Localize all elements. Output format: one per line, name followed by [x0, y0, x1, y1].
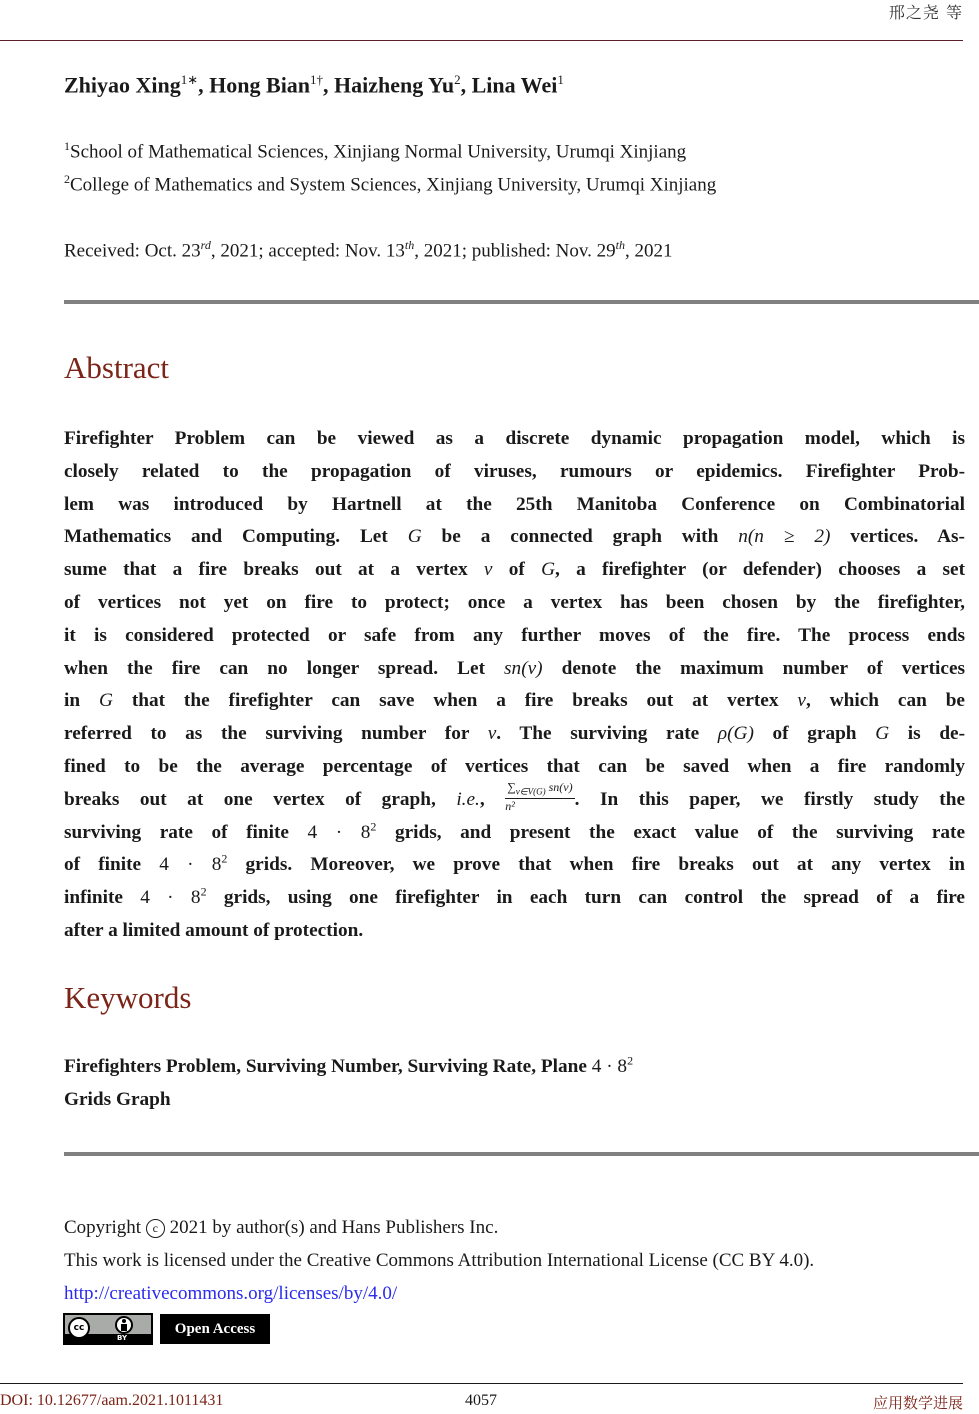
cc-by-badge[interactable] — [63, 1313, 153, 1345]
text: surviving rate of finite — [64, 821, 308, 843]
affiliation-sup: 1 — [64, 139, 70, 153]
cc-badge-inner — [65, 1315, 151, 1343]
publication-dates — [64, 238, 673, 262]
abstract-body — [64, 423, 965, 948]
open-access-badge[interactable]: Open Access — [160, 1314, 270, 1344]
text: that the firefighter can save when a fire breaks out at vertex — [112, 690, 798, 712]
received-date: Received: Oct. 23 — [64, 240, 201, 262]
text: in — [64, 690, 99, 712]
math-var: G — [407, 526, 422, 548]
text: infinite — [64, 887, 141, 909]
abstract-line — [64, 817, 965, 850]
journal-name: 应用数学进展 — [872, 1394, 963, 1412]
keywords-line-2: Grids Graph — [64, 1088, 171, 1110]
text: when the fire can no longer spread. Let — [64, 657, 505, 679]
abstract-line: fined to be the average percentage of vertices that can be saved when a fire randomly — [64, 755, 965, 777]
surviving-rate-fraction — [505, 781, 574, 812]
keywords-line-1 — [64, 1051, 633, 1084]
author-sup: 1∗ — [180, 72, 199, 87]
by-label: BY — [117, 1334, 128, 1342]
text: of finite — [64, 854, 160, 876]
author-sup: 2 — [454, 72, 461, 87]
text: grids. Moreover, we prove that when fire breaks out at any vertex in — [227, 854, 966, 876]
abstract-line: of vertices not yet on fire to protect; once a vertex has been chosen by the firefighter, — [64, 591, 965, 613]
abstract-line — [64, 849, 965, 882]
abstract-line — [64, 653, 965, 686]
author-name: Zhiyao Xing — [64, 72, 181, 98]
abstract-line — [64, 554, 965, 587]
text: , — [479, 788, 506, 810]
affiliation-text: College of Mathematics and System Sciences, Xinjiang University, Urumqi Xinjiang — [70, 174, 717, 196]
text: Firefighters Problem, Surviving Number, Surviving Rate, Plane — [64, 1056, 592, 1077]
math-expr: n(n ≥ 2) — [738, 526, 831, 548]
affiliation-1 — [64, 139, 686, 163]
abstract-line: after a limited amount of protection. — [64, 919, 364, 941]
attribution-person-icon — [115, 1316, 133, 1334]
text: Copyright — [64, 1217, 146, 1238]
keywords-heading: Keywords — [64, 980, 192, 1015]
author-sup: 1† — [310, 72, 324, 87]
text: breaks out at one vertex of graph, — [64, 788, 457, 810]
math-grid: 4 · 8 — [140, 887, 201, 909]
author-name: Lina Wei — [471, 72, 558, 98]
text: . The surviving rate — [496, 723, 718, 745]
math-sup: 2 — [370, 819, 377, 834]
math-sup: 2 — [221, 851, 228, 866]
affiliation-text: School of Mathematical Sciences, Xinjiang Normal University, Urumqi Xinjiang — [70, 141, 687, 163]
abstract-line — [64, 779, 966, 817]
abstract-heading: Abstract — [64, 350, 170, 385]
footer-doi: DOI: 10.12677/aam.2021.1011431 — [0, 1392, 224, 1409]
abstract-line — [64, 882, 965, 915]
running-header-author: 邢之尧 等 — [888, 3, 963, 22]
copyright-block — [64, 1211, 814, 1310]
affiliation-2 — [64, 172, 716, 196]
text: of graph — [753, 723, 876, 745]
license-line: This work is licensed under the Creative Commons Attribution International License (CC BY 4.0). — [64, 1250, 815, 1271]
copyright-line — [64, 1211, 814, 1244]
header-divider — [0, 40, 963, 41]
fraction-numerator — [505, 781, 574, 799]
math-expr: sn(v) — [504, 657, 543, 679]
math-sup: 2 — [200, 884, 207, 899]
math-expr: ρ(G) — [717, 723, 754, 745]
author-name: Haizheng Yu — [334, 72, 455, 98]
math-var: v — [487, 723, 497, 745]
section-divider — [64, 300, 979, 304]
math-grid: 4 · 8 — [591, 1056, 628, 1077]
text: 2021 by author(s) and Hans Publishers Inc. — [164, 1217, 499, 1238]
text: of — [492, 559, 542, 581]
text: grids, and present the exact value of the surviving rate — [376, 821, 965, 843]
text: be a connected graph with — [421, 526, 739, 548]
abstract-line — [64, 521, 965, 554]
date-sup: th — [615, 238, 626, 252]
abstract-line: it is considered protected or safe from any further moves of the fire. The process ends — [64, 624, 965, 646]
date-sup: rd — [200, 238, 211, 252]
abstract-line: lem was introduced by Hartnell at the 25th Manitoba Conference on Combinatorial — [64, 493, 965, 515]
abstract-line: closely related to the propagation of viruses, rumours or epidemics. Firefighter Prob- — [64, 460, 965, 482]
sum-index: v∈V(G) — [515, 786, 546, 797]
text: grids, using one firefighter in each turn can control the spread of a fire — [206, 887, 965, 909]
date-tail: , 2021 — [625, 240, 673, 262]
math-var: G — [875, 723, 890, 745]
accepted-date: , 2021; accepted: Nov. 13 — [210, 240, 405, 262]
copyright-icon: c — [146, 1219, 165, 1238]
sum-symbol: ∑ — [507, 779, 516, 794]
section-divider — [64, 1152, 979, 1156]
sum-term: sn(v) — [545, 779, 573, 794]
fraction-denominator: n² — [505, 799, 515, 814]
date-sup: th — [404, 238, 415, 252]
text: , a firefighter (or defender) chooses a set — [555, 559, 966, 581]
abstract-line — [64, 718, 965, 751]
published-date: , 2021; published: Nov. 29 — [414, 240, 616, 262]
keywords-list — [64, 1051, 633, 1117]
text: sume that a fire breaks out at a vertex — [64, 559, 484, 581]
page-number: 4057 — [465, 1392, 497, 1409]
math-grid: 4 · 8 — [159, 854, 222, 876]
math-abbrev: i.e. — [456, 788, 480, 810]
author-list: Zhiyao Xing$^{1∗}$, Hong Bian$^{1\dagger}$, Haizheng Yu$^2$, Lina Wei$^1$ — [64, 72, 564, 98]
text: vertices. As- — [830, 526, 965, 548]
text: referred to as the surviving number for — [64, 723, 488, 745]
author-name: Hong Bian — [209, 72, 311, 98]
creative-commons-icon: cc — [68, 1317, 90, 1339]
text: is de- — [889, 723, 966, 745]
text: denote the maximum number of vertices — [542, 657, 966, 679]
math-var: G — [98, 690, 113, 712]
math-var: v — [797, 690, 806, 712]
math-grid: 4 · 8 — [307, 821, 371, 843]
text: , which can be — [805, 690, 965, 712]
license-link[interactable]: http://creativecommons.org/licenses/by/4.0/ — [64, 1283, 398, 1304]
text: Mathematics and Computing. Let — [64, 526, 408, 548]
footer-divider — [0, 1383, 963, 1384]
abstract-line: Firefighter Problem can be viewed as a discrete dynamic propagation model, which is — [64, 428, 965, 449]
author-sup: 1 — [557, 72, 564, 87]
math-var: G — [541, 559, 556, 581]
math-sup: 2 — [627, 1053, 634, 1068]
abstract-line — [64, 685, 965, 718]
affiliation-sup: 2 — [64, 172, 70, 186]
math-var: v — [483, 559, 493, 581]
text: . In this paper, we firstly study the — [574, 788, 966, 810]
